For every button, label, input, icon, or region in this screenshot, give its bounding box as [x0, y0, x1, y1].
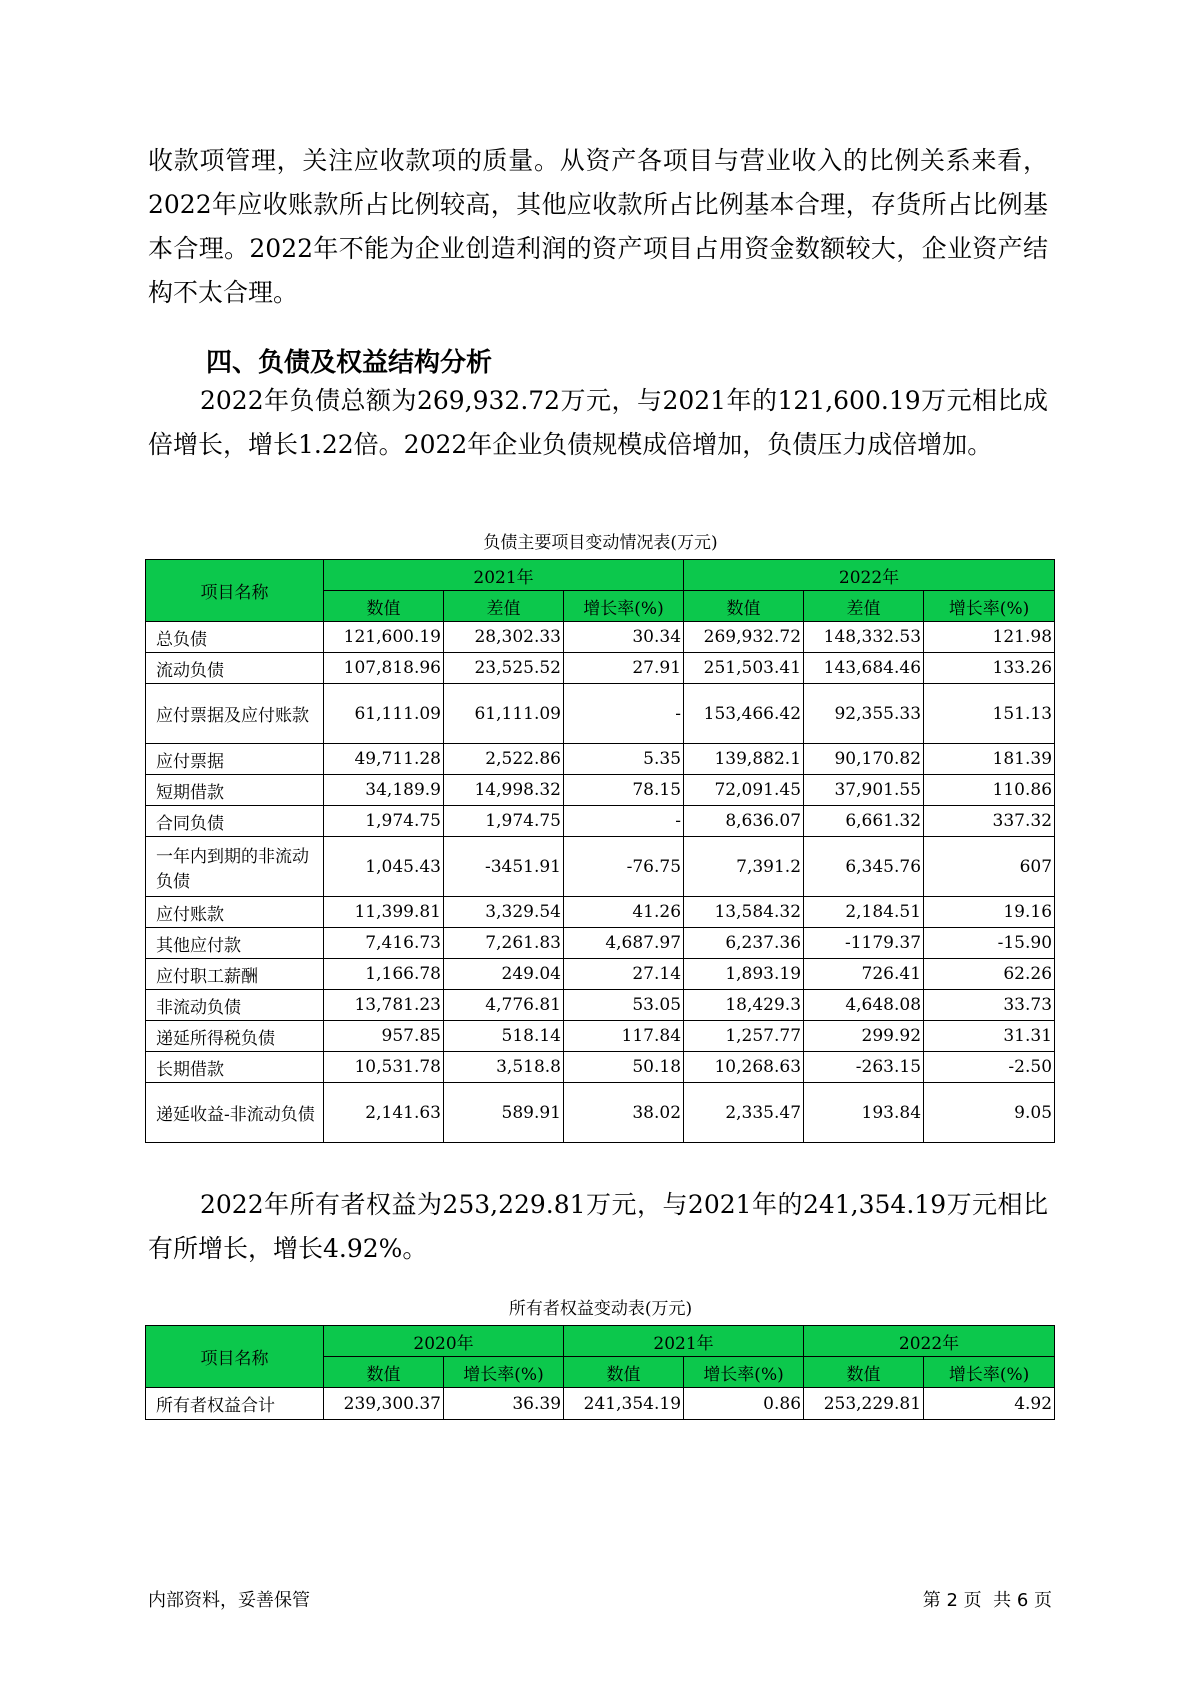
table-row: [146, 837, 1055, 897]
table-cell: 28,302.33: [444, 622, 564, 653]
table-cell: 3,329.54: [444, 897, 564, 928]
table-cell: 1,974.75: [324, 806, 444, 837]
table-row: [146, 622, 1055, 653]
table-cell: 61,111.09: [324, 684, 444, 744]
table-cell: 10,268.63: [684, 1052, 804, 1083]
table-cell: 726.41: [804, 959, 924, 990]
table-cell: 269,932.72: [684, 622, 804, 653]
table-cell: 36.39: [444, 1388, 564, 1420]
table-cell: 239,300.37: [324, 1388, 444, 1420]
table-cell: 11,399.81: [324, 897, 444, 928]
table-cell: 151.13: [924, 684, 1055, 744]
row-label: 递延所得税负债: [146, 1021, 324, 1052]
table-cell: 148,332.53: [804, 622, 924, 653]
table-row: [146, 1021, 1055, 1052]
col-header-name: 项目名称: [146, 1326, 324, 1388]
table-cell: 121,600.19: [324, 622, 444, 653]
row-label: 一年内到期的非流动负债: [146, 837, 324, 897]
liability-table: [145, 559, 1055, 1143]
row-label: 应付票据: [146, 744, 324, 775]
table-cell: -1179.37: [804, 928, 924, 959]
table-row: [146, 1052, 1055, 1083]
footer-confidential: 内部资料，妥善保管: [148, 1590, 310, 1611]
table-row: [146, 928, 1055, 959]
table-cell: -: [564, 684, 684, 744]
col-header-year-2021: 2021年: [324, 560, 684, 591]
table-cell: 41.26: [564, 897, 684, 928]
col-header-year-2022: 2022年: [684, 560, 1055, 591]
row-label: 合同负债: [146, 806, 324, 837]
table-cell: 139,882.1: [684, 744, 804, 775]
table-cell: 337.32: [924, 806, 1055, 837]
equity-paragraph: 2022年所有者权益为253,229.81万元，与2021年的241,354.19万元相比有所增长，增长4.92%。: [148, 1190, 1048, 1263]
table-cell: 8,636.07: [684, 806, 804, 837]
table-cell: 7,416.73: [324, 928, 444, 959]
table-row: [146, 1388, 1055, 1420]
table-cell: 30.34: [564, 622, 684, 653]
table-cell: 6,237.36: [684, 928, 804, 959]
table-cell: 153,466.42: [684, 684, 804, 744]
table-cell: 1,893.19: [684, 959, 804, 990]
table-row: [146, 744, 1055, 775]
table-cell: 1,045.43: [324, 837, 444, 897]
sub-header-value: 数值: [804, 1357, 924, 1388]
table-cell: 2,522.86: [444, 744, 564, 775]
table-cell: 19.16: [924, 897, 1055, 928]
table-cell: 1,257.77: [684, 1021, 804, 1052]
table-cell: 4,648.08: [804, 990, 924, 1021]
table-cell: 37,901.55: [804, 775, 924, 806]
footer-page-number: 第 2 页 共 6 页: [922, 1590, 1052, 1611]
table-row: [146, 897, 1055, 928]
row-label: 非流动负债: [146, 990, 324, 1021]
table-cell: 72,091.45: [684, 775, 804, 806]
table-cell: 181.39: [924, 744, 1055, 775]
equity-table: [145, 1325, 1055, 1420]
sub-header-rate: 增长率(%): [684, 1357, 804, 1388]
row-label: 其他应付款: [146, 928, 324, 959]
table-row: [146, 990, 1055, 1021]
table-cell: 50.18: [564, 1052, 684, 1083]
table-cell: 1,166.78: [324, 959, 444, 990]
table-cell: 4.92: [924, 1388, 1055, 1420]
table-cell: 957.85: [324, 1021, 444, 1052]
table-cell: 3,518.8: [444, 1052, 564, 1083]
table-cell: 38.02: [564, 1083, 684, 1143]
table-cell: -: [564, 806, 684, 837]
table-cell: 2,141.63: [324, 1083, 444, 1143]
table-cell: 6,661.32: [804, 806, 924, 837]
table-cell: 13,781.23: [324, 990, 444, 1021]
table-row: [146, 775, 1055, 806]
row-label: 总负债: [146, 622, 324, 653]
table-cell: 251,503.41: [684, 653, 804, 684]
table-cell: 31.31: [924, 1021, 1055, 1052]
col-header-year-2020: 2020年: [324, 1326, 564, 1357]
table-cell: 53.05: [564, 990, 684, 1021]
table-row: [146, 959, 1055, 990]
table-row: [146, 1083, 1055, 1143]
sub-header-rate: 增长率(%): [924, 1357, 1055, 1388]
row-label: 长期借款: [146, 1052, 324, 1083]
table-cell: 121.98: [924, 622, 1055, 653]
table-cell: 1,974.75: [444, 806, 564, 837]
sub-header-diff: 差值: [804, 591, 924, 622]
table-cell: 241,354.19: [564, 1388, 684, 1420]
table-cell: 23,525.52: [444, 653, 564, 684]
col-header-year-2021: 2021年: [564, 1326, 804, 1357]
table-cell: 92,355.33: [804, 684, 924, 744]
table-cell: 62.26: [924, 959, 1055, 990]
table-row: [146, 684, 1055, 744]
row-label: 应付账款: [146, 897, 324, 928]
table-cell: 90,170.82: [804, 744, 924, 775]
row-label: 应付票据及应付账款: [146, 684, 324, 744]
table-cell: 589.91: [444, 1083, 564, 1143]
table-cell: 107,818.96: [324, 653, 444, 684]
sub-header-rate: 增长率(%): [924, 591, 1055, 622]
table-cell: 49,711.28: [324, 744, 444, 775]
table-cell: 18,429.3: [684, 990, 804, 1021]
table-cell: 253,229.81: [804, 1388, 924, 1420]
sub-header-diff: 差值: [444, 591, 564, 622]
sub-header-rate: 增长率(%): [564, 591, 684, 622]
table-cell: -3451.91: [444, 837, 564, 897]
table-cell: 2,184.51: [804, 897, 924, 928]
table-cell: 27.14: [564, 959, 684, 990]
table-cell: 2,335.47: [684, 1083, 804, 1143]
table-cell: 7,391.2: [684, 837, 804, 897]
table-cell: 607: [924, 837, 1055, 897]
col-header-year-2022: 2022年: [804, 1326, 1055, 1357]
table-cell: 5.35: [564, 744, 684, 775]
table-cell: 193.84: [804, 1083, 924, 1143]
sub-header-value: 数值: [324, 591, 444, 622]
table-cell: 33.73: [924, 990, 1055, 1021]
table-cell: 14,998.32: [444, 775, 564, 806]
table-cell: 110.86: [924, 775, 1055, 806]
intro-paragraph: 收款项管理，关注应收款项的质量。从资产各项目与营业收入的比例关系来看，2022年应收账款所占比例较高，其他应收款所占比例基本合理，存货所占比例基本合理。2022年不能为企业创造利润的资产项目占用资金数额较大，企业资产结构不太合理。: [148, 146, 1048, 307]
table-cell: 0.86: [684, 1388, 804, 1420]
table-cell: 7,261.83: [444, 928, 564, 959]
row-label: 流动负债: [146, 653, 324, 684]
table-cell: 9.05: [924, 1083, 1055, 1143]
table-cell: -15.90: [924, 928, 1055, 959]
table-cell: 299.92: [804, 1021, 924, 1052]
equity-table-caption: 所有者权益变动表(万元): [508, 1299, 693, 1319]
table-cell: 143,684.46: [804, 653, 924, 684]
table-row: [146, 653, 1055, 684]
sub-header-value: 数值: [324, 1357, 444, 1388]
sub-header-value: 数值: [684, 591, 804, 622]
table-cell: 6,345.76: [804, 837, 924, 897]
liability-table-caption: 负债主要项目变动情况表(万元): [483, 533, 718, 553]
table-cell: 78.15: [564, 775, 684, 806]
table-cell: 133.26: [924, 653, 1055, 684]
table-cell: 4,687.97: [564, 928, 684, 959]
table-cell: 4,776.81: [444, 990, 564, 1021]
table-cell: 249.04: [444, 959, 564, 990]
table-cell: 61,111.09: [444, 684, 564, 744]
sub-header-rate: 增长率(%): [444, 1357, 564, 1388]
table-cell: 27.91: [564, 653, 684, 684]
table-cell: 117.84: [564, 1021, 684, 1052]
table-cell: -2.50: [924, 1052, 1055, 1083]
col-header-name: 项目名称: [146, 560, 324, 622]
table-cell: 34,189.9: [324, 775, 444, 806]
row-label: 短期借款: [146, 775, 324, 806]
table-cell: -263.15: [804, 1052, 924, 1083]
table-cell: 13,584.32: [684, 897, 804, 928]
row-label: 应付职工薪酬: [146, 959, 324, 990]
table-cell: 10,531.78: [324, 1052, 444, 1083]
table-row: [146, 806, 1055, 837]
table-cell: -76.75: [564, 837, 684, 897]
row-label: 所有者权益合计: [146, 1388, 324, 1420]
row-label: 递延收益-非流动负债: [146, 1083, 324, 1143]
sub-header-value: 数值: [564, 1357, 684, 1388]
liability-paragraph: 2022年负债总额为269,932.72万元，与2021年的121,600.19万元相比成倍增长，增长1.22倍。2022年企业负债规模成倍增加，负债压力成倍增加。: [148, 386, 1048, 459]
table-cell: 518.14: [444, 1021, 564, 1052]
section-heading: 四、负债及权益结构分析: [206, 348, 493, 378]
